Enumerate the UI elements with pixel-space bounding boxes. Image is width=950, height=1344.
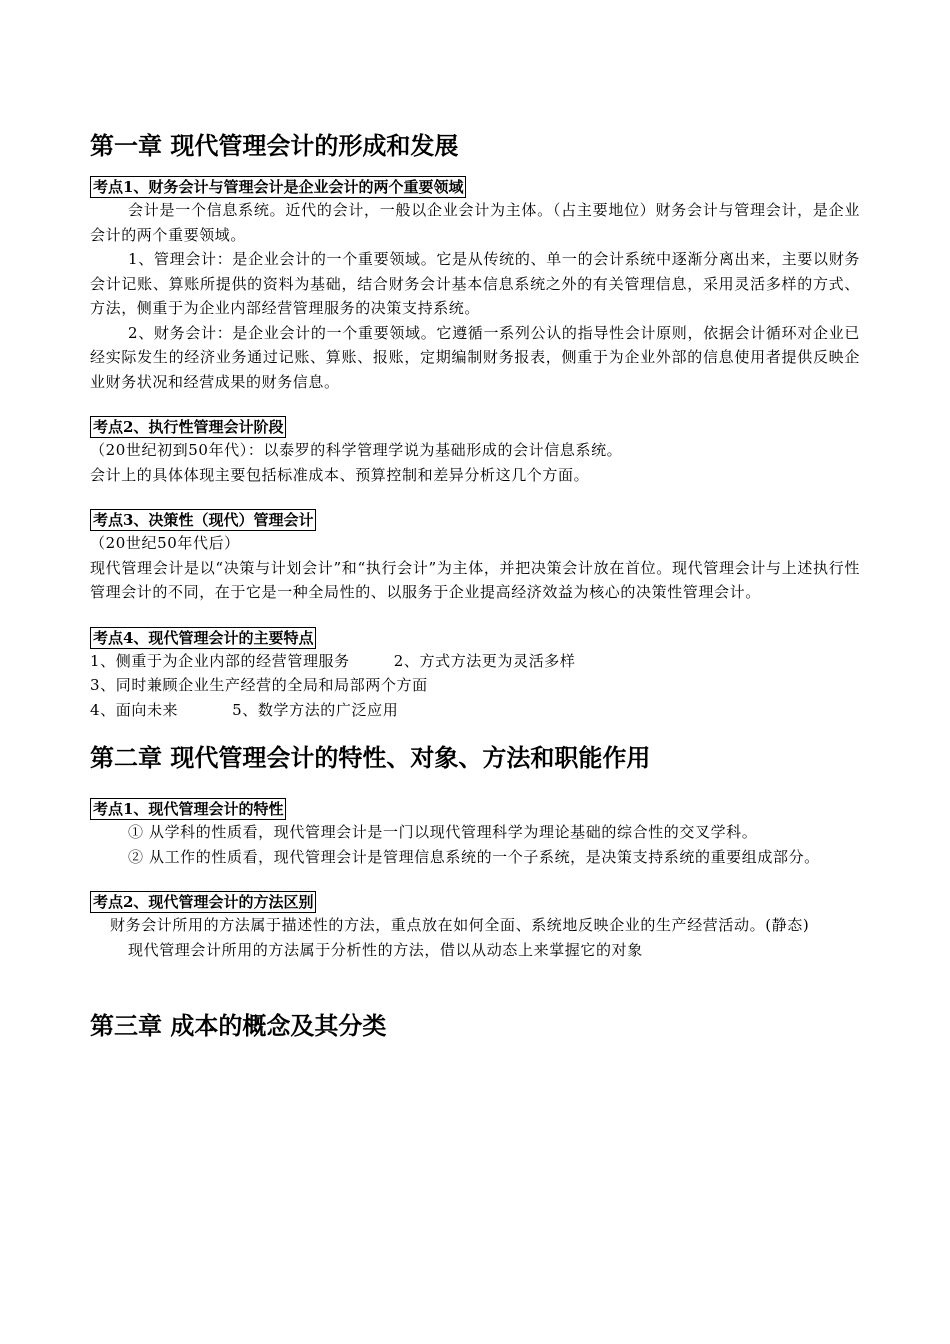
chapter-2-title: 第二章 现代管理会计的特性、对象、方法和职能作用 — [90, 744, 651, 772]
kaodian-1-1-heading: 考点1、财务会计与管理会计是企业会计的两个重要领域 — [90, 176, 466, 198]
paragraph: 会计上的具体体现主要包括标准成本、预算控制和差异分析这几个方面。 — [90, 465, 590, 484]
paragraph: ② 从工作的性质看，现代管理会计是管理信息系统的一个子系统，是决策支持系统的重要组成部分。 — [128, 847, 820, 866]
kaodian-2-1-heading: 考点1、现代管理会计的特性 — [90, 798, 286, 820]
chapter-1-title: 第一章 现代管理会计的形成和发展 — [90, 132, 459, 160]
list-item-row — [90, 673, 860, 698]
kaodian-1-2-heading: 考点2、执行性管理会计阶段 — [90, 416, 286, 438]
list-item: 4、面向未来 — [90, 700, 179, 719]
chapter-3-title: 第三章 成本的概念及其分类 — [90, 1012, 387, 1040]
paragraph: ① 从学科的性质看，现代管理会计是一门以现代管理科学为理论基础的综合性的交叉学科。 — [128, 823, 758, 841]
paragraph: 1、管理会计：是企业会计的一个重要领域。它是从传统的、单一的会计系统中逐渐分离出来，主要以财务会计记账、算账所提供的资料为基础，结合财务会计基本信息系统之外的有关管理信息，采用灵活多样的方式、方法，侧重于为企业内部经营管理服务的决策支持系统。 — [90, 250, 860, 317]
document-page — [90, 130, 860, 1042]
paragraph: 现代管理会计是以“决策与计划会计”和“执行会计”为主体，并把决策会计放在首位。现代管理会计与上述执行性管理会计的不同，在于它是一种全局性的、以服务于企业提高经济效益为核心的决策性管理会计。 — [90, 558, 860, 601]
kaodian-1-3-heading: 考点3、决策性（现代）管理会计 — [90, 509, 316, 531]
list-item: 2、方式方法更为灵活多样 — [393, 651, 576, 670]
paragraph: 财务会计所用的方法属于描述性的方法，重点放在如何全面、系统地反映企业的生产经营活动。(静态) — [110, 916, 810, 934]
list-item-row — [90, 698, 860, 723]
kaodian-2-2-heading: 考点2、现代管理会计的方法区别 — [90, 891, 316, 913]
list-item: 1、侧重于为企业内部的经营管理服务 — [90, 651, 350, 670]
paragraph: 会计是一个信息系统。近代的会计，一般以企业会计为主体。（占主要地位）财务会计与管理会计，是企业会计的两个重要领域。 — [90, 201, 860, 244]
list-item: 5、数学方法的广泛应用 — [232, 700, 399, 719]
kaodian-1-4-heading: 考点4、现代管理会计的主要特点 — [90, 627, 316, 649]
paragraph: （20世纪50年代后） — [90, 534, 240, 552]
list-item: 3、同时兼顾企业生产经营的全局和局部两个方面 — [90, 676, 428, 694]
paragraph: 2、财务会计：是企业会计的一个重要领域。它遵循一系列公认的指导性会计原则，依据会计循环对企业已经实际发生的经济业务通过记账、算账、报账，定期编制财务报表，侧重于为企业外部的信息使用者提供反映企业财务状况和经营成果的财务信息。 — [90, 323, 860, 391]
paragraph: 现代管理会计所用的方法属于分析性的方法，借以从动态上来掌握它的对象 — [128, 940, 643, 959]
list-item-row — [90, 649, 860, 674]
paragraph: （20世纪初到50年代）：以泰罗的科学管理学说为基础形成的会计信息系统。 — [90, 441, 623, 459]
